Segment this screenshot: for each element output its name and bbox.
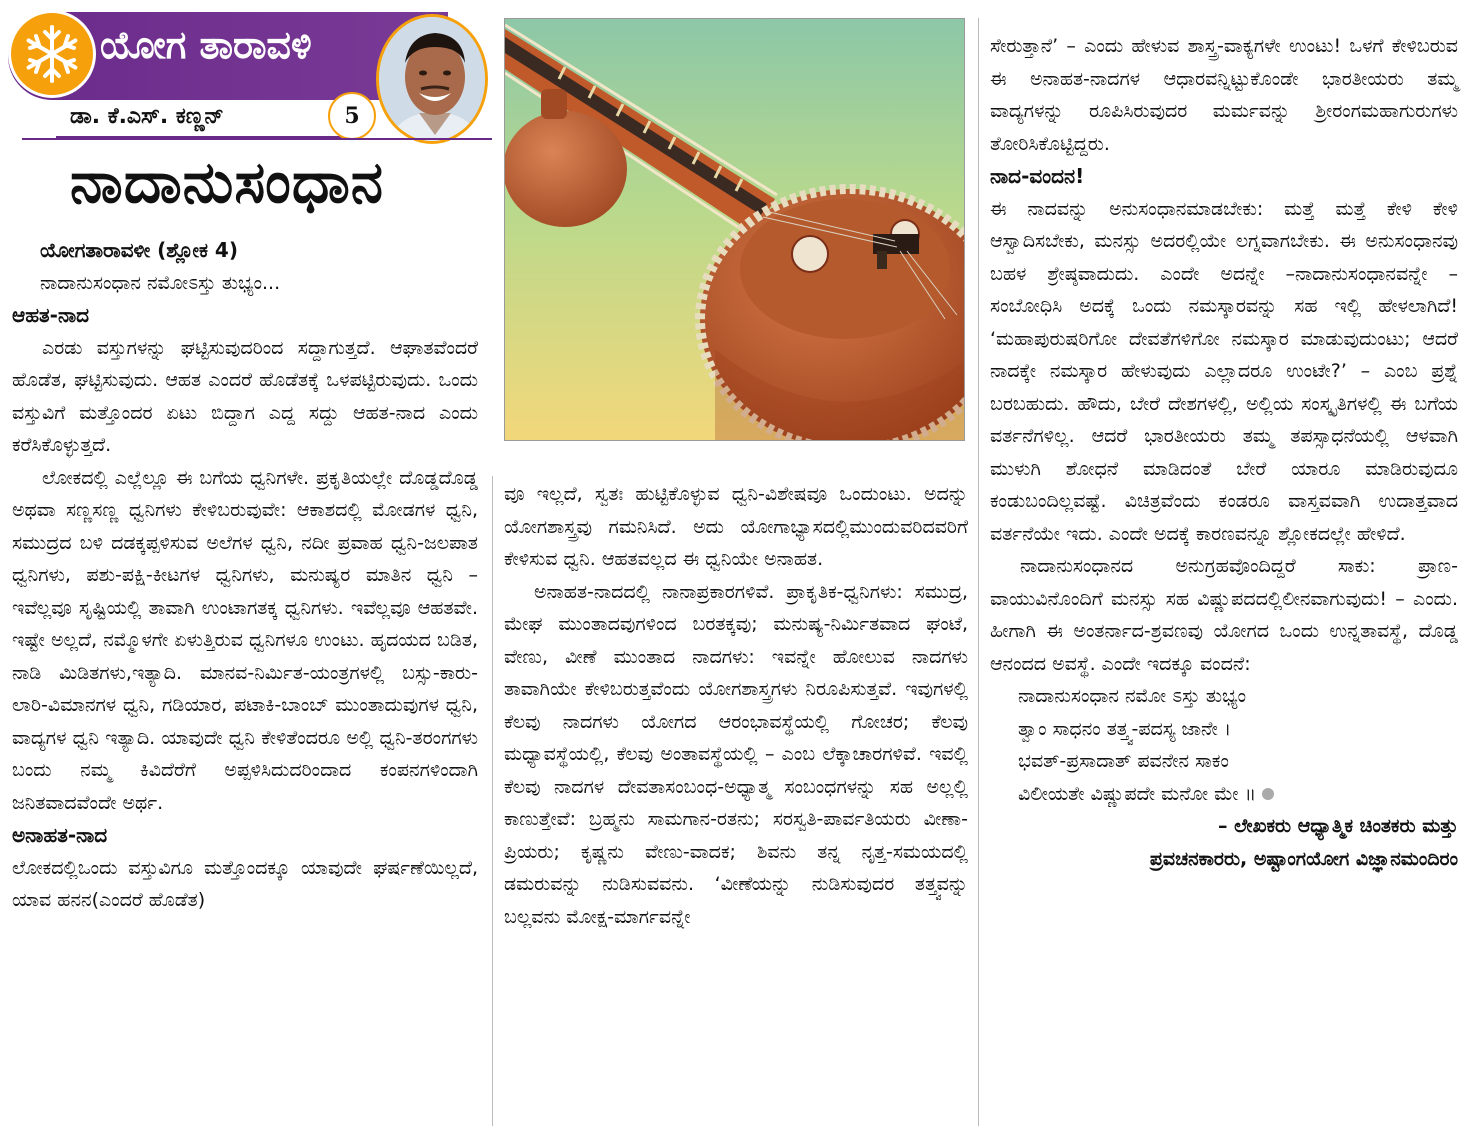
- paragraph: ವೂ ಇಲ್ಲದೆ, ಸ್ವತಃ ಹುಟ್ಟಿಕೊಳ್ಳುವ ಧ್ವನಿ-ವಿಶೇಷವೂ ಒಂದುಂಟು. ಅದನ್ನು ಯೋಗಶಾಸ್ತ್ರವು ಗಮನಿಸಿದೆ. ಅದು ಯೋಗಾಭ್ಯಾಸದಲ್ಲಿಮುಂದುವರಿದವರಿಗೆ ಕೇಳಿಸುವ ಧ್ವನಿ. ಆಹತವಲ್ಲದ ಈ ಧ್ವನಿಯೇ ಅನಾಹತ.: [504, 483, 968, 570]
- column-1: [12, 234, 478, 917]
- column-3: [990, 30, 1458, 875]
- snowflake-icon: [8, 10, 96, 98]
- author-photo: [376, 14, 488, 144]
- paragraph: ಲೋಕದಲ್ಲಿ ಎಲ್ಲೆಲ್ಲೂ ಈ ಬಗೆಯ ಧ್ವನಿಗಳೇ. ಪ್ರಕೃತಿಯಲ್ಲೇ ದೊಡ್ಡದೊಡ್ಡ ಅಥವಾ ಸಣ್ಣಸಣ್ಣ ಧ್ವನಿಗಳು ಕೇಳಿಬರುವುವೇ: ಆಕಾಶದಲ್ಲಿ ಮೋಡಗಳ ಧ್ವನಿ, ಸಮುದ್ರದ ಬಳಿ ದಡಕ್ಕಪ್ಪಳಿಸುವ ಅಲೆಗಳ ಧ್ವನಿ, ನದೀ ಪ್ರವಾಹ ಧ್ವನಿ-ಜಲಪಾತ ಧ್ವನಿಗಳು, ಪಶು-ಪಕ್ಷಿ-ಕೀಟಗಳ ಧ್ವನಿಗಳು, ಮನುಷ್ಯರ ಮಾತಿನ ಧ್ವನಿ – ಇವೆಲ್ಲವೂ ಸೃಷ್ಟಿಯಲ್ಲಿ ತಾವಾಗಿ ಉಂಟಾಗತಕ್ಕ ಧ್ವನಿಗಳು. ಇವೆಲ್ಲವೂ ಆಹತವೇ. ಇಷ್ಟೇ ಅಲ್ಲದೆ, ನಮ್ಮೊಳಗೇ ಏಳುತ್ತಿರುವ ಧ್ವನಿಗಳೂ ಉಂಟು. ಹೃದಯದ ಬಡಿತ, ನಾಡಿ ಮಿಡಿತಗಳು,ಇತ್ಯಾದಿ. ಮಾನವ-ನಿರ್ಮಿತ-ಯಂತ್ರಗಳಲ್ಲಿ ಬಸ್ಸು-ಕಾರು-ಲಾರಿ-ವಿಮಾನಗಳ ಧ್ವನಿ, ಗಡಿಯಾರ, ಪಟಾಕಿ-ಬಾಂಬ್ ಮುಂತಾದುವುಗಳ ಧ್ವನಿ, ವಾದ್ಯಗಳ ಧ್ವನಿ ಇತ್ಯಾದಿ. ಯಾವುದೇ ಧ್ವನಿ ಕೇಳಿತೆಂದರೂ ಅಲ್ಲಿ ಧ್ವನಿ-ತರಂಗಗಳು ಬಂದು ನಮ್ಮ ಕಿವಿದೆರೆಗೆ ಅಪ್ಪಳಿಸಿದುದರಿಂದಾದ ಕಂಪನಗಳಿಂದಾಗಿ ಜನಿತವಾದವೆಂದೇ ಅರ್ಥ.: [12, 466, 478, 814]
- verse-line-text: ವಿಲೀಯತೇ ವಿಷ್ಣುಪದೇ ಮನೋ ಮೇ ॥: [1018, 782, 1257, 805]
- verse-line: ಭವತ್-ಪ್ರಸಾದಾತ್ ಪವನೇನ ಸಾಕಂ: [1018, 750, 1229, 772]
- paragraph: ಈ ನಾದವನ್ನು ಅನುಸಂಧಾನಮಾಡಬೇಕು: ಮತ್ತೆ ಮತ್ತೆ ಕೇಳಿ ಕೇಳಿ ಆಸ್ವಾದಿಸಬೇಕು, ಮನಸ್ಸು ಅದರಲ್ಲಿಯೇ ಲಗ್ನವಾಗಬೇಕು. ಈ ಅನುಸಂಧಾನವು ಬಹಳ ಶ್ರೇಷ್ಠವಾದುದು. ಎಂದೇ ಅದನ್ನೇ –ನಾದಾನುಸಂಧಾನವನ್ನೇ – ಸಂಬೋಧಿಸಿ ಅದಕ್ಕೆ ಒಂದು ನಮಸ್ಕಾರವನ್ನು ಸಹ ಇಲ್ಲಿ ಹೇಳಲಾಗಿದೆ! ‘ಮಹಾಪುರುಷರಿಗೋ ದೇವತೆಗಳಿಗೋ ನಮಸ್ಕಾರ ಮಾಡುವುದುಂಟು; ಆದರೆ ನಾದಕ್ಕೇ ನಮಸ್ಕಾರ ಹೇಳುವುದು ಎಲ್ಲಾದರೂ ಉಂಟೇ?’ – ಎಂಬ ಪ್ರಶ್ನೆ ಬರಬಹುದು. ಹೌದು, ಬೇರೆ ದೇಶಗಳಲ್ಲಿ, ಅಲ್ಲಿಯ ಸಂಸ್ಕೃತಿಗಳಲ್ಲಿ ಈ ಬಗೆಯ ವರ್ತನೆಗಳಿಲ್ಲ. ಆದರೆ ಭಾರತೀಯರು ತಮ್ಮ ತಪಸ್ಸಾಧನೆಯಲ್ಲಿ ಆಳವಾಗಿ ಮುಳುಗಿ ಶೋಧನೆ ಮಾಡಿದಂತೆ ಬೇರೆ ಯಾರೂ ಮಾಡಿರುವುದೂ ಕಂಡುಬಂದಿಲ್ಲವಷ್ಟೆ. ವಿಚಿತ್ರವೆಂದು ಕಂಡರೂ ವಾಸ್ತವವಾಗಿ ಉದಾತ್ತವಾದ ವರ್ತನೆಯೇ ಇದು. ಎಂದೇ ಅದಕ್ಕೆ ಕಾರಣವನ್ನೂ ಶ್ಲೋಕದಲ್ಲೇ ಹೇಳಿದೆ.: [990, 197, 1458, 545]
- article-title: ನಾದಾನುಸಂಧಾನ: [70, 148, 385, 216]
- paragraph: ಎರಡು ವಸ್ತುಗಳನ್ನು ಘಟ್ಟಿಸುವುದರಿಂದ ಸದ್ದಾಗುತ್ತದೆ. ಆಘಾತವೆಂದರೆ ಹೊಡೆತ, ಘಟ್ಟಿಸುವುದು. ಆಹತ ಎಂದರೆ ಹೊಡೆತಕ್ಕೆ ಒಳಪಟ್ಟಿರುವುದು. ಒಂದು ವಸ್ತುವಿಗೆ ಮತ್ತೊಂದರ ಏಟು ಬಿದ್ದಾಗ ಎದ್ದ ಸದ್ದು ಆಹತ-ನಾದ ಎಂದು ಕರೆಸಿಕೊಳ್ಳುತ್ತದೆ.: [12, 336, 478, 456]
- section-heading: ನಾದ-ವಂದನ!: [990, 164, 1085, 188]
- paragraph: ಲೋಕದಲ್ಲಿಒಂದು ವಸ್ತುವಿಗೂ ಮತ್ತೊಂದಕ್ಕೂ ಯಾವುದೇ ಘರ್ಷಣೆಯಿಲ್ಲದೆ, ಯಾವ ಹನನ(ಎಂದರೆ ಹೊಡೆತ): [12, 856, 478, 911]
- author-name: ಡಾ. ಕೆ.ಎಸ್. ಕಣ್ಣನ್: [70, 104, 224, 129]
- paragraph: ಸೇರುತ್ತಾನೆ’ – ಎಂದು ಹೇಳುವ ಶಾಸ್ತ್ರ-ವಾಕ್ಯಗಳೇ ಉಂಟು! ಒಳಗೆ ಕೇಳಿಬರುವ ಈ ಅನಾಹತ-ನಾದಗಳ ಆಧಾರವನ್ನಿಟ್ಟುಕೊಂಡೇ ಭಾರತೀಯರು ತಮ್ಮ ವಾದ್ಯಗಳನ್ನು ರೂಪಿಸಿರುವುದರ ಮರ್ಮವನ್ನು ಶ್ರೀರಂಗಮಹಾಗುರುಗಳು ತೋರಿಸಿಕೊಟ್ಟಿದ್ದರು.: [990, 35, 1458, 155]
- column-divider: [492, 476, 493, 1126]
- end-dot-icon: [1262, 788, 1274, 800]
- intro-reference: ಯೋಗತಾರಾವಳೀ (ಶ್ಲೋಕ 4): [40, 238, 238, 262]
- author-note: – ಲೇಖಕರು ಆಧ್ಯಾತ್ಮಿಕ ಚಿಂತಕರು ಮತ್ತು: [1217, 815, 1458, 837]
- veena-image: [504, 18, 965, 441]
- author-note: ಪ್ರವಚನಕಾರರು, ಅಷ್ಟಾಂಗಯೋಗ ವಿಜ್ಞಾನಮಂದಿರಂ: [1149, 847, 1458, 870]
- verse-line: ನಾದಾನುಸಂಧಾನ ನಮೋ ಽಸ್ತು ತುಭ್ಯಂ: [1018, 685, 1247, 707]
- series-title: ಯೋಗ ತಾರಾವಳಿ: [100, 23, 312, 67]
- verse-line: [990, 778, 1458, 811]
- header-rule: [22, 138, 492, 140]
- column-divider: [978, 18, 979, 1126]
- column-2: [504, 478, 968, 933]
- verse-line: ತ್ವಾಂ ಸಾಧನಂ ತತ್ತ್ವ-ಪದಸ್ಯ ಜಾನೇ ।: [1018, 717, 1232, 740]
- paragraph: ಅನಾಹತ-ನಾದದಲ್ಲಿ ನಾನಾಪ್ರಕಾರಗಳಿವೆ. ಪ್ರಾಕೃತಿಕ-ಧ್ವನಿಗಳು: ಸಮುದ್ರ, ಮೇಘ ಮುಂತಾದವುಗಳಿಂದ ಬರತಕ್ಕವು; ಮನುಷ್ಯ-ನಿರ್ಮಿತವಾದ ಘಂಟೆ, ವೇಣು, ವೀಣೆ ಮುಂತಾದ ನಾದಗಳು: ಇವನ್ನೇ ಹೋಲುವ ನಾದಗಳು ತಾವಾಗಿಯೇ ಕೇಳಿಬರುತ್ತವೆಂದು ಯೋಗಶಾಸ್ತ್ರಗಳು ನಿರೂಪಿಸುತ್ತವೆ. ಇವುಗಳಲ್ಲಿ ಕೆಲವು ನಾದಗಳು ಯೋಗದ ಆರಂಭಾವಸ್ಥೆಯಲ್ಲಿ ಗೋಚರ; ಕೆಲವು ಮಧ್ಯಾವಸ್ಥೆಯಲ್ಲಿ, ಕೆಲವು ಅಂತಾವಸ್ಥೆಯಲ್ಲಿ – ಎಂಬ ಲೆಕ್ಕಾಚಾರಗಳಿವೆ. ಇವಲ್ಲಿ ಕೆಲವು ನಾದಗಳ ದೇವತಾಸಂಬಂಧ-ಅಧ್ಯಾತ್ಮ ಸಂಬಂಧಗಳನ್ನು ಸಹ ಅಲ್ಲಲ್ಲಿ ಕಾಣುತ್ತೇವೆ: ಬ್ರಹ್ಮನು ಸಾಮಗಾನ-ರತನು; ಸರಸ್ವತಿ-ಪಾರ್ವತಿಯರು ವೀಣಾ-ಪ್ರಿಯರು; ಕೃಷ್ಣನು ವೇಣು-ವಾದಕ; ಶಿವನು ತನ್ನ ನೃತ್ತ-ಸಮಯದಲ್ಲಿ ಡಮರುವನ್ನು ನುಡಿಸುವವನು. ‘ವೀಣೆಯನ್ನು ನುಡಿಸುವುದರ ತತ್ತ್ವವನ್ನು ಬಲ್ಲವನು ಮೋಕ್ಷ-ಮಾರ್ಗವನ್ನೇ: [504, 580, 968, 928]
- series-number-badge: 5: [328, 92, 376, 140]
- intro-verse: ನಾದಾನುಸಂಧಾನ ನಮೋಽಸ್ತು ತುಭ್ಯಂ...: [40, 271, 281, 294]
- section-heading: ಅನಾಹತ-ನಾದ: [12, 823, 108, 847]
- section-heading: ಆಹತ-ನಾದ: [12, 303, 90, 327]
- paragraph: ನಾದಾನುಸಂಧಾನದ ಅನುಗ್ರಹವೊಂದಿದ್ದರೆ ಸಾಕು: ಪ್ರಾಣ-ವಾಯುವಿನೊಂದಿಗೆ ಮನಸ್ಸು ಸಹ ವಿಷ್ಣುಪದದಲ್ಲಿಲೀನವಾಗುವುದು! – ಎಂದು. ಹೀಗಾಗಿ ಈ ಅಂತರ್ನಾದ-ಶ್ರವಣವು ಯೋಗದ ಒಂದು ಉನ್ನತಾವಸ್ಥೆ, ದೊಡ್ಡ ಆನಂದದ ಅವಸ್ಥೆ. ಎಂದೇ ಇದಕ್ಕೂ ವಂದನೆ:: [990, 555, 1458, 675]
